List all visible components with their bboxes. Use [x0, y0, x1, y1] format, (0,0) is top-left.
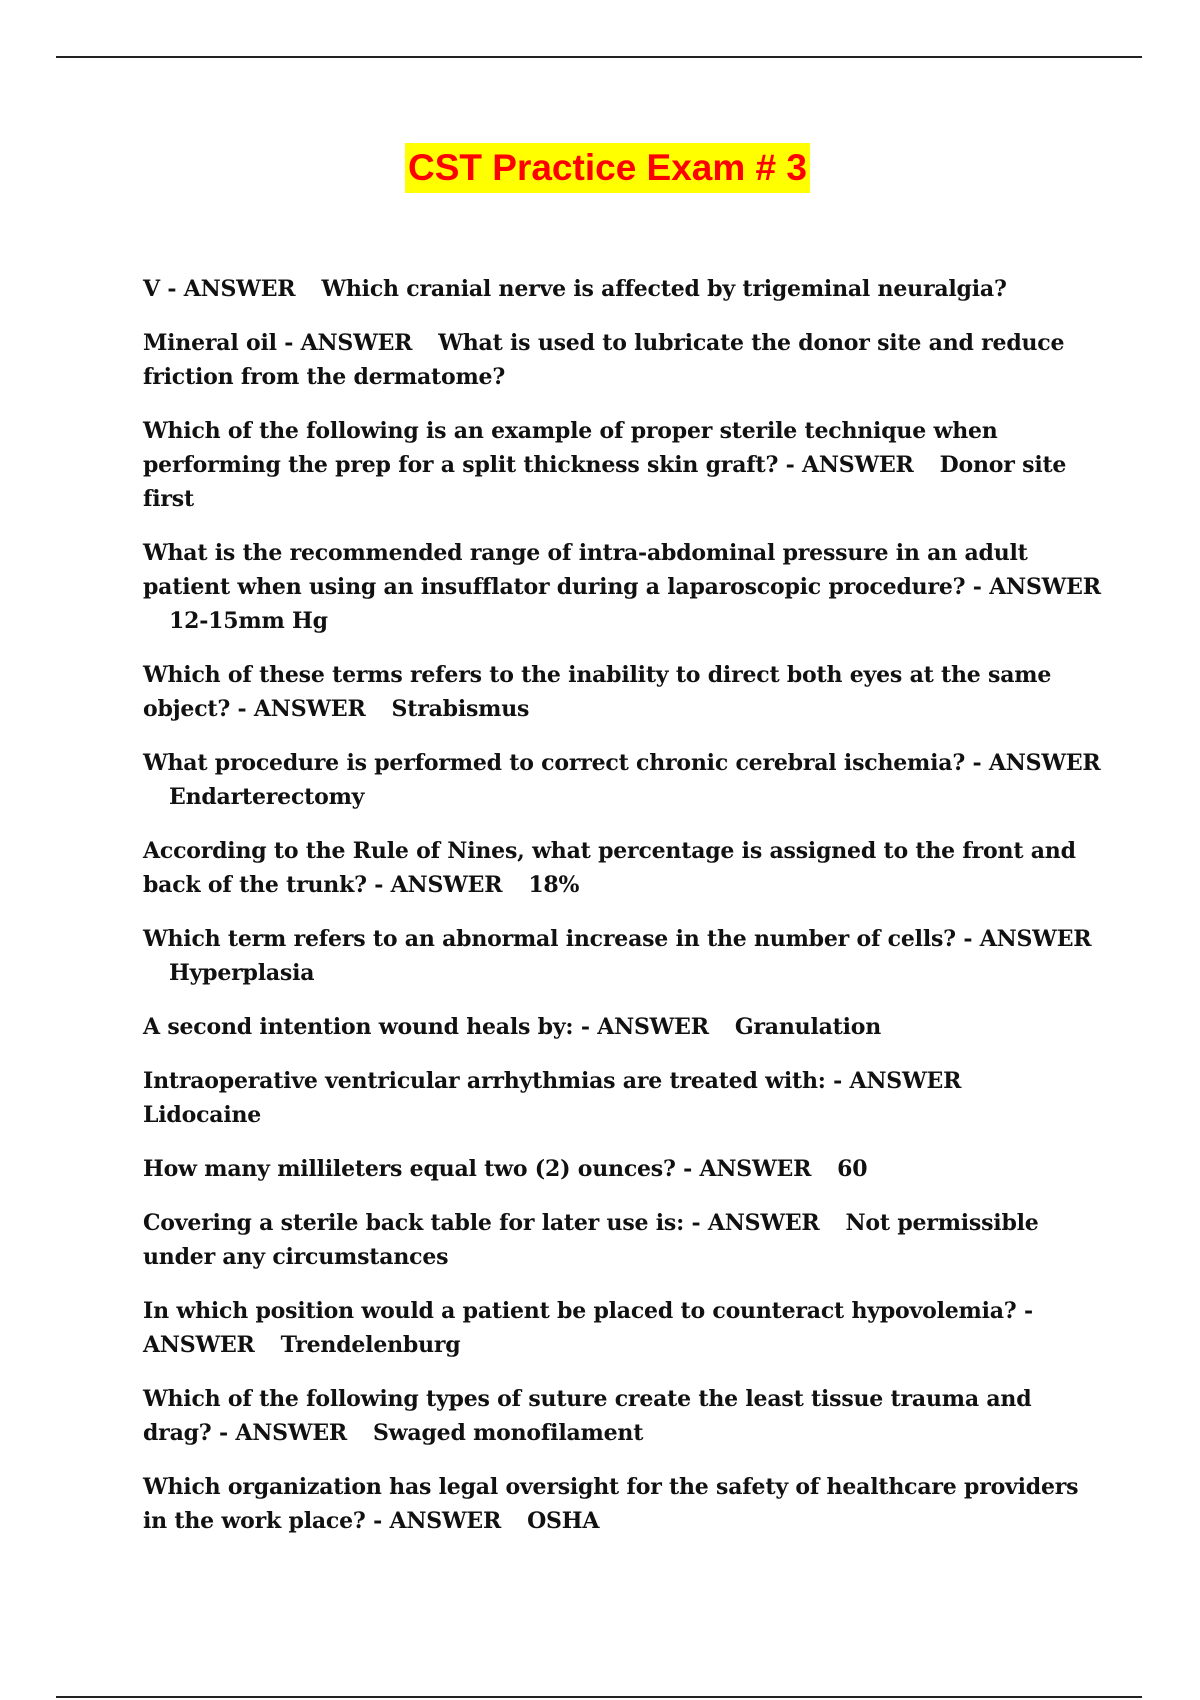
qa-part-second: Swaged monofilament [372, 1420, 644, 1446]
qa-part-second: 60 [837, 1156, 868, 1182]
qa-part-first: In which position would a patient be placed to counteract hypovolemia? - ANSWER [143, 1298, 1033, 1358]
qa-part-second: Strabismus [391, 696, 530, 722]
qa-part-first: Which of the following is an example of proper sterile technique when performing the prep for a split thickness skin graft? - ANSWER [143, 418, 998, 478]
qa-item [143, 658, 1103, 726]
qa-part-second: Endarterectomy [169, 784, 365, 810]
qa-item [143, 1294, 1103, 1362]
qa-item [143, 326, 1103, 394]
qa-part-second: Trendelenburg [280, 1332, 461, 1358]
title-container [0, 143, 1200, 193]
qa-part-first: Which organization has legal oversight for the safety of healthcare providers in the work place? - ANSWER [143, 1474, 1079, 1534]
qa-part-second: Donor site first [143, 452, 1067, 512]
qa-part-first: What is the recommended range of intra-abdominal pressure in an adult patient when using an insufflator during a laparoscopic procedure? - ANSWER [143, 540, 1101, 600]
qa-part-second: Not permissible under any circumstances [143, 1210, 1039, 1270]
question-answer-list [143, 272, 1103, 1558]
qa-item [143, 746, 1103, 814]
qa-item [143, 536, 1103, 638]
qa-item [143, 1064, 1103, 1132]
page-title: CST Practice Exam # 3 [405, 143, 810, 193]
qa-item [143, 1470, 1103, 1538]
qa-part-second: What is used to lubricate the donor site and reduce friction from the dermatome? [143, 330, 1065, 390]
qa-part-second: Which cranial nerve is affected by trigeminal neuralgia? [321, 276, 1007, 302]
qa-item [143, 834, 1103, 902]
top-rule [56, 56, 1142, 58]
qa-part-second: Lidocaine [143, 1102, 262, 1128]
qa-part-first: Covering a sterile back table for later use is: - ANSWER [143, 1210, 820, 1236]
qa-part-first: According to the Rule of Nines, what percentage is assigned to the front and back of the trunk? - ANSWER [143, 838, 1076, 898]
qa-part-first: Which of these terms refers to the inability to direct both eyes at the same object? - ANSWER [143, 662, 1052, 722]
qa-part-second: Hyperplasia [169, 960, 315, 986]
qa-part-second: 18% [528, 872, 580, 898]
qa-part-first: Which term refers to an abnormal increase in the number of cells? - ANSWER [143, 926, 1092, 952]
qa-part-first: Mineral oil - ANSWER [143, 330, 413, 356]
qa-item [143, 272, 1103, 306]
qa-item [143, 1206, 1103, 1274]
qa-part-second: 12-15mm Hg [169, 608, 328, 634]
qa-part-first: A second intention wound heals by: - ANSWER [143, 1014, 709, 1040]
qa-item [143, 1010, 1103, 1044]
qa-part-first: How many millileters equal two (2) ounces? - ANSWER [143, 1156, 812, 1182]
qa-item [143, 1382, 1103, 1450]
qa-item [143, 922, 1103, 990]
bottom-rule [56, 1696, 1142, 1698]
qa-part-second: Granulation [734, 1014, 882, 1040]
qa-part-second: OSHA [527, 1508, 600, 1534]
qa-part-first: Which of the following types of suture create the least tissue trauma and drag? - ANSWER [143, 1386, 1032, 1446]
qa-part-first: Intraoperative ventricular arrhythmias are treated with: - ANSWER [143, 1068, 962, 1094]
qa-item [143, 1152, 1103, 1186]
qa-part-first: What procedure is performed to correct chronic cerebral ischemia? - ANSWER [143, 750, 1101, 776]
qa-item [143, 414, 1103, 516]
qa-part-first: V - ANSWER [143, 276, 296, 302]
